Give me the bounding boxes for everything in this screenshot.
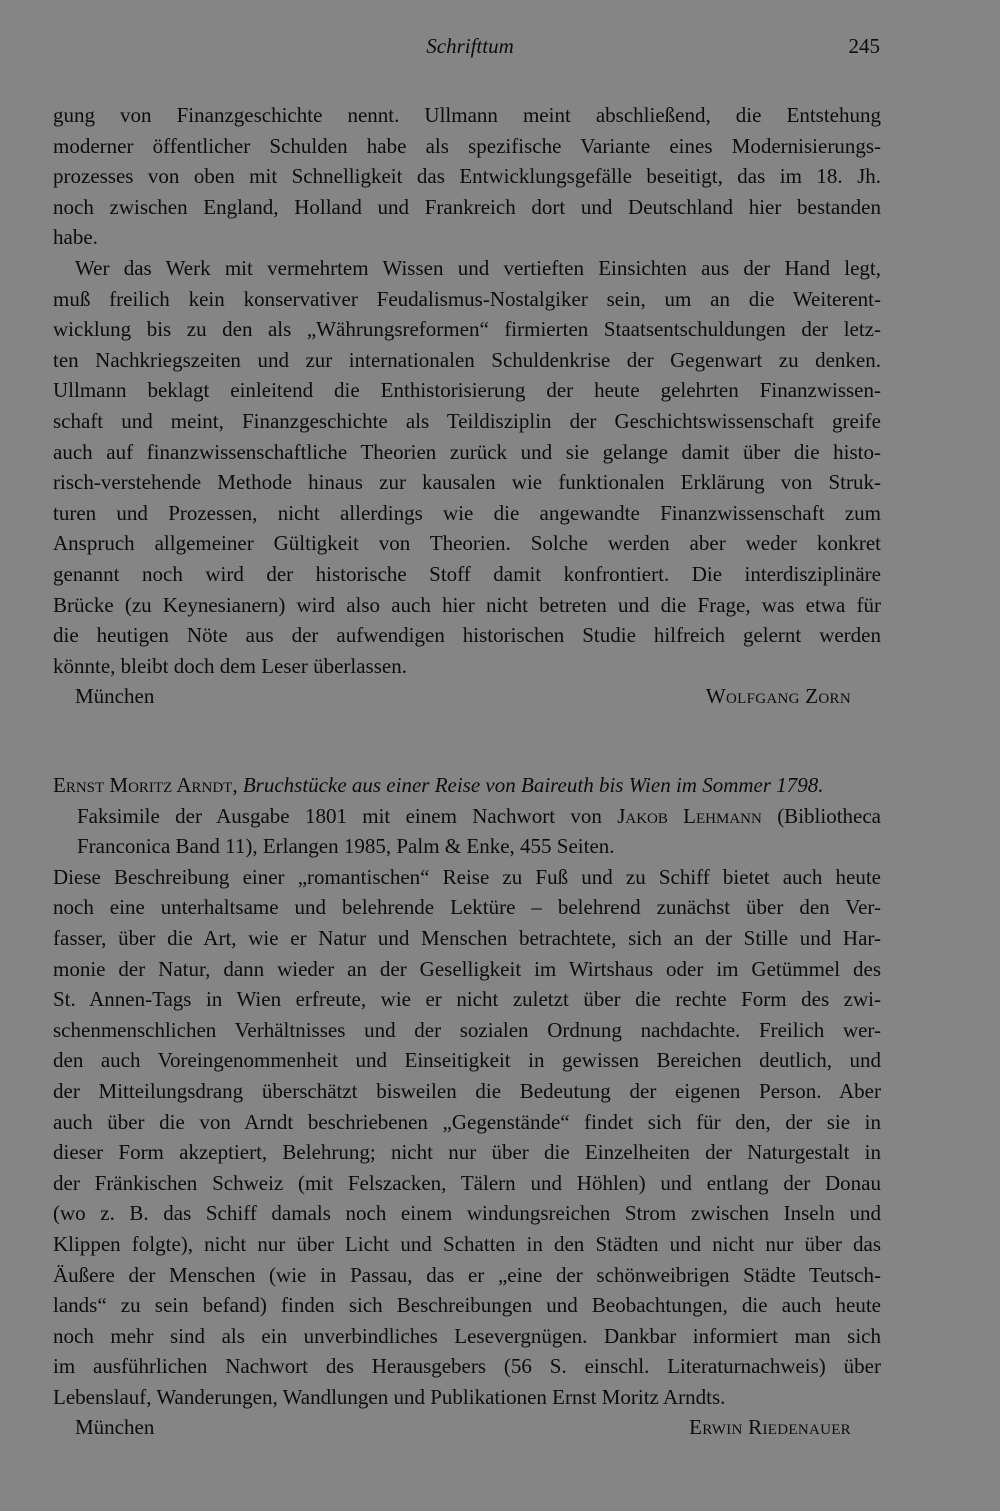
text-line: prozesses von oben mit Schnelligkeit das Entwicklungsgefälle beseitigt, das im 18. Jh. — [53, 164, 881, 189]
citation-editor: Jakob Lehmann — [617, 803, 762, 828]
citation-text: (Bibliotheca — [777, 803, 881, 828]
text-line: Wer das Werk mit vermehrtem Wissen und vertieften Einsichten aus der Hand legt, — [75, 255, 881, 280]
signature-author: Erwin Riedenauer — [689, 1415, 851, 1440]
text-line: wicklung bis zu den als „Währungsreformen“ firmierten Staatsentschuldungen der letz- — [53, 317, 881, 342]
page-number: 245 — [848, 34, 880, 58]
review-1-paragraph-2 — [53, 253, 881, 681]
text-line: ten Nachkriegszeiten und zur internationalen Schuldenkrise der Gegenwart zu denken. — [53, 347, 881, 372]
running-head — [0, 34, 1000, 64]
citation-line — [53, 801, 881, 832]
text-line: noch zwischen England, Holland und Frankreich dort und Deutschland hier bestanden — [53, 194, 881, 219]
citation-text: Faksimile der Ausgabe 1801 mit einem Nachwort von — [77, 803, 602, 828]
text-line: Diese Beschreibung einer „romantischen“ Reise zu Fuß und zu Schiff bietet auch heute — [53, 864, 881, 889]
text-line: der Fränkischen Schweiz (mit Felszacken, Tälern und Höhlen) und entlang der Donau — [53, 1170, 881, 1195]
text-line: schenmenschlichen Verhältnisses und der sozialen Ordnung nachdachte. Freilich wer- — [53, 1017, 881, 1042]
text-line: auch über die von Arndt beschriebenen „Gegenstände“ findet sich für den, der sie in — [53, 1109, 881, 1134]
text-line: turen und Prozessen, nicht allerdings wie die angewandte Finanzwissenschaft zum — [53, 500, 881, 525]
text-line: schaft und meint, Finanzgeschichte als Teildisziplin der Geschichtswissenschaft greife — [53, 408, 881, 433]
signature-author: Wolfgang Zorn — [705, 684, 851, 709]
signature-place: München — [75, 684, 155, 709]
text-line: lands“ zu sein befand) finden sich Beschreibungen und Beobachtungen, die auch heute — [53, 1293, 881, 1318]
text-line: habe. — [53, 225, 98, 250]
running-title: Schrifttum — [426, 34, 514, 58]
text-line: den auch Voreingenommenheit und Einseitigkeit in gewissen Bereichen deutlich, und — [53, 1048, 881, 1073]
review-2-paragraph — [53, 862, 881, 1413]
review-1 — [53, 100, 881, 712]
text-line: die heutigen Nöte aus der aufwendigen historischen Studie hilfreich gelernt werden — [53, 623, 881, 648]
text-line: Lebenslauf, Wanderungen, Wandlungen und Publikationen Ernst Moritz Arndts. — [53, 1384, 726, 1409]
review-1-signature — [53, 681, 881, 712]
text-line: auch auf finanzwissenschaftliche Theorien zurück und sie gelange damit über die histo- — [53, 439, 881, 464]
text-line: muß freilich kein konservativer Feudalismus-Nostalgiker sein, um an die Weiterent- — [53, 286, 881, 311]
text-line: Klippen folgte), nicht nur über Licht und Schatten in den Städten und nicht nur über das — [53, 1231, 881, 1256]
text-line: gung von Finanzgeschichte nennt. Ullmann meint abschließend, die Entstehung — [53, 103, 881, 127]
review-2-signature — [53, 1412, 881, 1443]
citation-line: Franconica Band 11), Erlangen 1985, Palm & Enke, 455 Seiten. — [77, 834, 615, 859]
text-line: moderner öffentlicher Schulden habe als spezifische Variante eines Modernisierungs- — [53, 133, 881, 158]
text-line: fasser, über die Art, wie er Natur und Menschen betrachtete, sich an der Stille und Har- — [53, 925, 881, 950]
citation-author: Ernst Moritz Arndt, — [53, 773, 238, 797]
review-2 — [53, 770, 881, 1443]
text-line: (wo z. B. das Schiff damals noch einem windungsreichen Strom zwischen Inseln und — [53, 1201, 881, 1226]
text-line: dieser Form akzeptiert, Belehrung; nicht nur über die Einzelheiten der Naturgestalt in — [53, 1140, 881, 1165]
text-line: noch mehr sind als ein unverbindliches Lesevergnügen. Dankbar informiert man sich — [53, 1323, 881, 1348]
text-line: der Mitteilungsdrang überschätzt bisweilen die Bedeutung der eigenen Person. Aber — [53, 1078, 881, 1103]
text-line: monie der Natur, dann wieder an der Geselligkeit im Wirtshaus oder im Getümmel des — [53, 956, 881, 981]
signature-place: München — [75, 1415, 155, 1440]
text-line: könnte, bleibt doch dem Leser überlassen. — [53, 653, 407, 678]
text-line: im ausführlichen Nachwort des Herausgebers (56 S. einschl. Literaturnachweis) über — [53, 1354, 881, 1379]
text-line: noch eine unterhaltsame und belehrende Lektüre – belehrend zunächst über den Ver- — [53, 895, 881, 920]
text-line: genannt noch wird der historische Stoff damit konfrontiert. Die interdisziplinäre — [53, 561, 881, 586]
review-2-citation — [53, 770, 881, 862]
review-1-paragraph-1 — [53, 100, 881, 253]
text-line: Anspruch allgemeiner Gültigkeit von Theorien. Solche werden aber weder konkret — [53, 531, 881, 556]
text-line: risch-verstehende Methode hinaus zur kausalen wie funktionalen Erklärung von Struk- — [53, 470, 881, 495]
text-line: Ullmann beklagt einleitend die Enthistorisierung der heute gelehrten Finanzwissen- — [53, 378, 881, 403]
text-line: Brücke (zu Keynesianern) wird also auch hier nicht betreten und die Frage, was etwa für — [53, 592, 881, 617]
citation-line — [53, 770, 881, 801]
text-line: St. Annen-Tags in Wien erfreute, wie er nicht zuletzt über die rechte Form des zwi- — [53, 987, 881, 1012]
citation-title: Bruchstücke aus einer Reise von Baireuth bis Wien im Sommer 1798. — [242, 773, 824, 797]
text-line: Äußere der Menschen (wie in Passau, das er „eine der schönweibrigen Städte Teutsch- — [53, 1262, 881, 1287]
